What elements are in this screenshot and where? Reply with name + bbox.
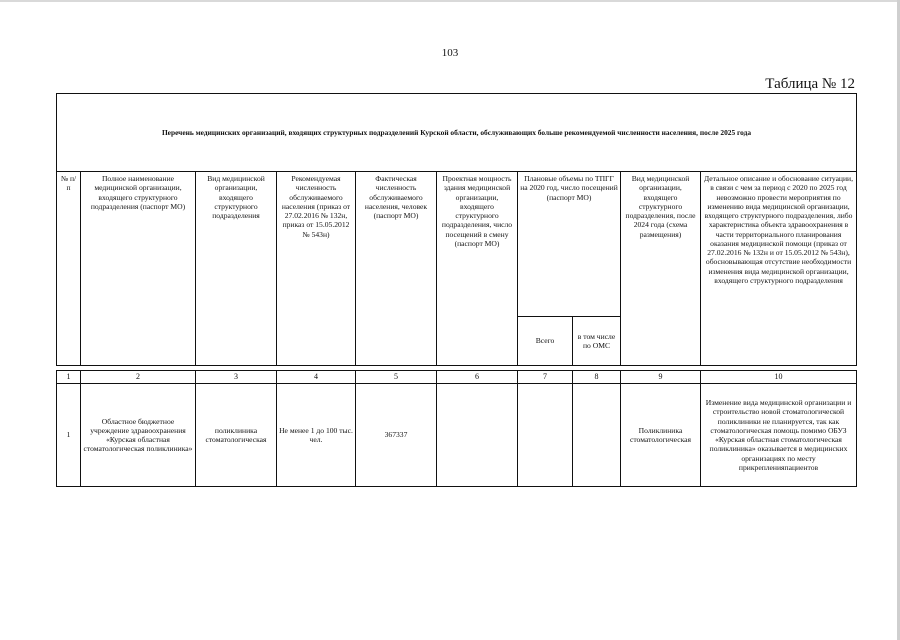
header-actual-population: Фактическая численность обслуживаемого населения, человек (паспорт МО) bbox=[356, 172, 437, 366]
cell-total bbox=[518, 384, 573, 487]
column-number: 10 bbox=[701, 371, 857, 384]
table-caption: Таблица № 12 bbox=[765, 76, 855, 92]
cell-row-number: 1 bbox=[57, 384, 81, 487]
column-number: 6 bbox=[437, 371, 518, 384]
column-number: 9 bbox=[621, 371, 701, 384]
column-number: 8 bbox=[573, 371, 621, 384]
header-planned-volumes: Плановые объемы по ТПГГ на 2020 год, число посещений (паспорт МО) bbox=[518, 172, 621, 317]
header-row-number: № п/п bbox=[57, 172, 81, 366]
header-organization-name: Полное наименование медицинской организации, входящего структурного подразделения (паспорт МО) bbox=[81, 172, 196, 366]
cell-description: Изменение вида медицинской организации и строительство новой стоматологической поликлиники не планируется, так как стоматологическая помощь помимо ОБУЗ «Курская областная стоматологическая поликлиника» оказывается в медицинских организациях по месту прикрепленияпациентов bbox=[701, 384, 857, 487]
column-number: 1 bbox=[57, 371, 81, 384]
column-number: 3 bbox=[196, 371, 277, 384]
cell-type-after-2024: Поликлиника стоматологическая bbox=[621, 384, 701, 487]
page-number: 103 bbox=[441, 47, 459, 59]
header-type-after-2024: Вид медицинской организации, входящего структурного подразделения, после 2024 года (схема размещения) bbox=[621, 172, 701, 366]
header-oms: в том числе по ОМС bbox=[573, 317, 621, 366]
header-recommended-population: Рекомендуемая численность обслуживаемого населения (приказ от 27.02.2016 № 132н, приказ от 15.05.2012 № 543н) bbox=[277, 172, 356, 366]
column-number: 2 bbox=[81, 371, 196, 384]
header-total: Всего bbox=[518, 317, 573, 366]
column-number: 5 bbox=[356, 371, 437, 384]
header-design-capacity: Проектная мощность здания медицинской организации, входящего структурного подразделения, число посещений в смену (паспорт МО) bbox=[437, 172, 518, 366]
cell-design-capacity bbox=[437, 384, 518, 487]
scan-edge-top bbox=[0, 0, 900, 2]
header-organization-type: Вид медицинской организации, входящего структурного подразделения bbox=[196, 172, 277, 366]
column-number: 4 bbox=[277, 371, 356, 384]
column-number: 7 bbox=[518, 371, 573, 384]
medical-organizations-table bbox=[56, 93, 857, 487]
table-row bbox=[57, 384, 857, 487]
cell-oms bbox=[573, 384, 621, 487]
cell-organization-type: поликлиника стоматологическая bbox=[196, 384, 277, 487]
cell-recommended-population: Не менее 1 до 100 тыс. чел. bbox=[277, 384, 356, 487]
cell-actual-population: 367337 bbox=[356, 384, 437, 487]
cell-organization-name: Областное бюджетное учреждение здравоохранения «Курская областная стоматологическая поликлиника» bbox=[81, 384, 196, 487]
table-title: Перечень медицинских организаций, входящих структурных подразделений Курской области, обслуживающих больше рекомендуемой численности населения, после 2025 года bbox=[57, 94, 857, 172]
header-description: Детальное описание и обоснование ситуации, в связи с чем за период с 2020 по 2025 год невозможно провести мероприятия по изменению вида медицинской организации, входящего структурного подразделения, либо характеристика объекта здравоохранения в части территориального планирования оказания медицинской помощи (приказ от 27.02.2016 № 132н и от 15.05.2012 № 543н), обосновывающая отсутствие необходимости изменения вида медицинской организации, входящего структурного подразделения bbox=[701, 172, 857, 366]
